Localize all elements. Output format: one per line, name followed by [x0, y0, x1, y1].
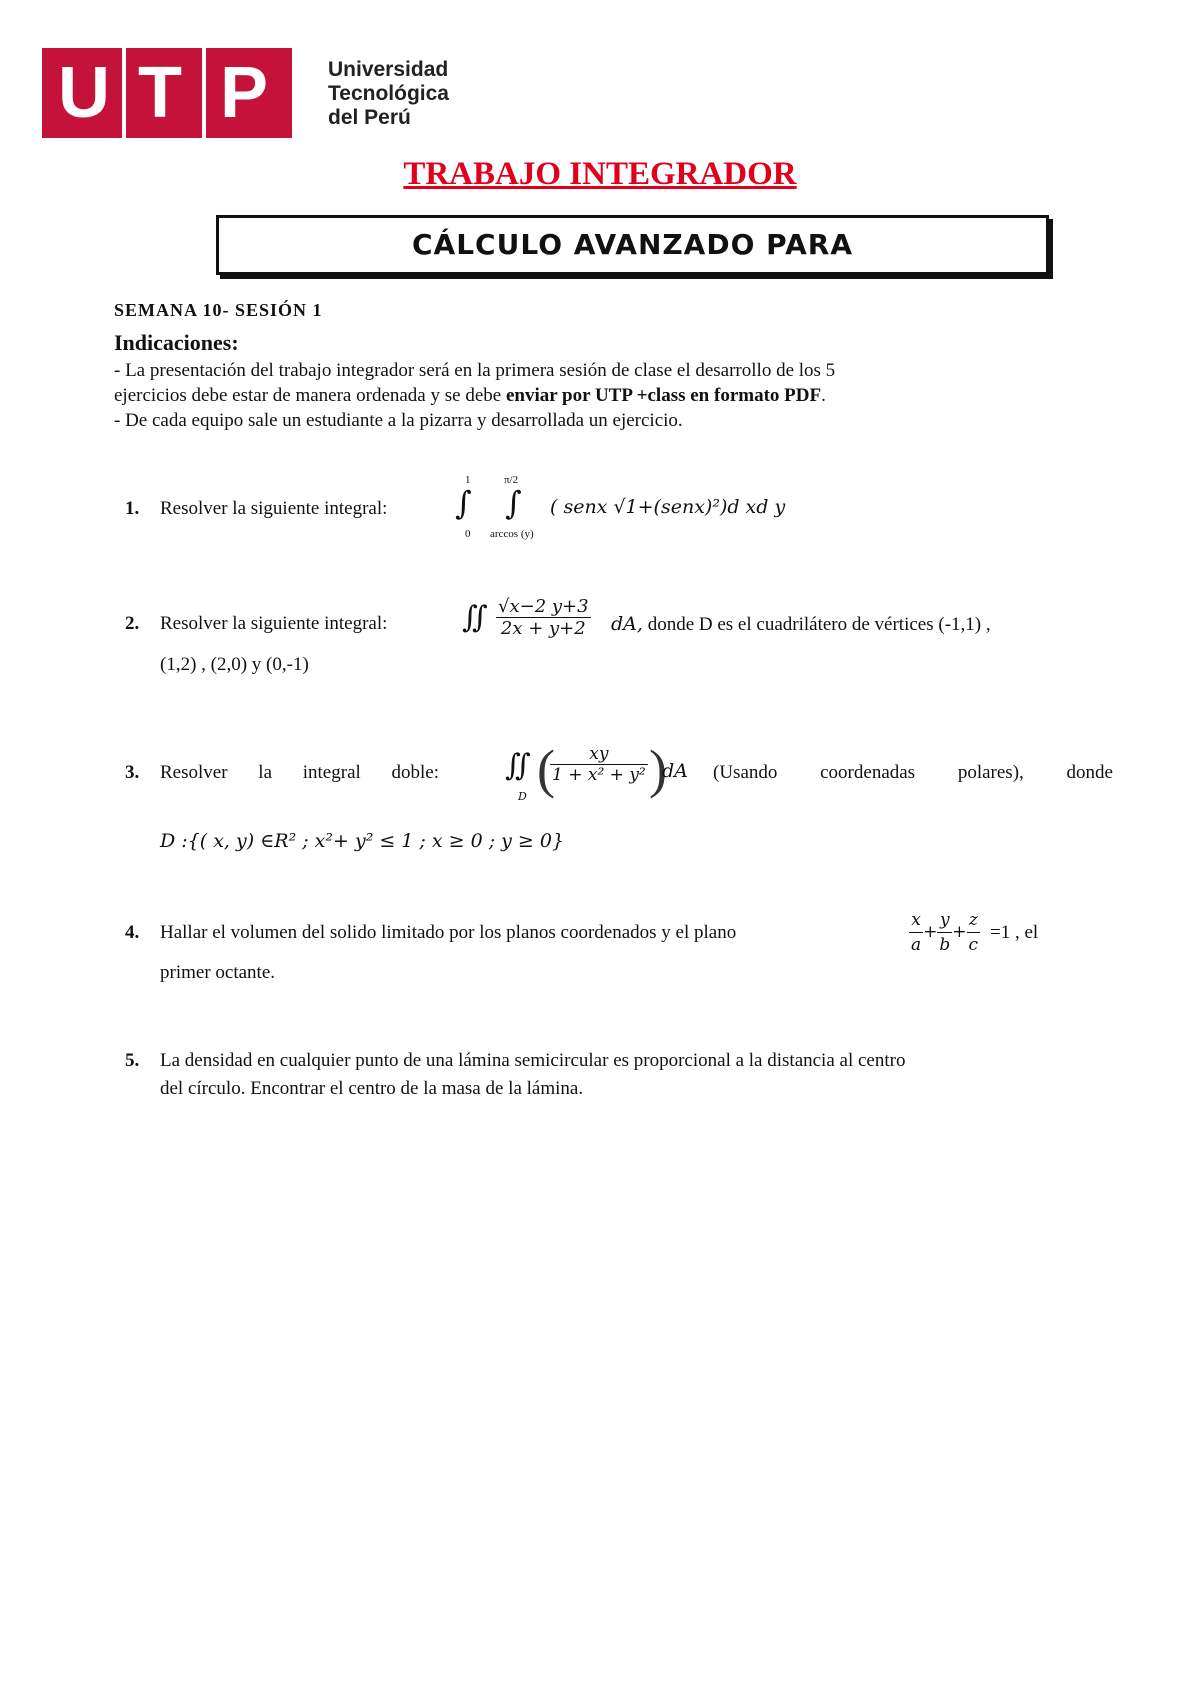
integral-limit: 1: [465, 474, 471, 486]
indications-emphasis: enviar por UTP +class en formato PDF: [505, 385, 822, 406]
exercise-text: Hallar el volumen del solido limitado por los planos coordenados y el plano: [160, 922, 737, 943]
exercise-text: Resolver la siguiente integral:: [160, 498, 388, 519]
paren-left: (: [537, 739, 555, 799]
integral-sign: ∫: [505, 484, 522, 522]
integral-limit: π/2: [504, 474, 519, 486]
exercise-text: (Usando coordenadas polares), donde: [713, 762, 1113, 783]
region-definition: D :{( x, y) ∈R² ; x²+ y² ≤ 1 ; x ≥ 0 ; y ≥ 0}: [160, 830, 565, 852]
exercise-number: 5.: [125, 1050, 140, 1071]
university-name-line: Universidad: [328, 58, 449, 81]
integral-sign: ∫: [455, 484, 472, 522]
paren-right: ): [649, 739, 667, 799]
exercise-text: Resolver la siguiente integral:: [160, 613, 388, 634]
session-label: SEMANA 10- SESIÓN 1: [114, 300, 323, 320]
fraction-numerator: xy: [550, 744, 648, 765]
exercise-text: primer octante.: [160, 962, 276, 983]
indications-text: .: [821, 385, 826, 406]
exercise-number: 1.: [125, 498, 140, 519]
exercise-number: 3.: [125, 762, 140, 783]
exercise-text: =1 , el: [990, 922, 1039, 943]
double-integral-sign: ∬: [505, 748, 531, 783]
fraction-denominator: 2x + y+2: [500, 618, 586, 639]
document-title: TRABAJO INTEGRADOR: [403, 156, 797, 192]
integrand: ( senx √1+(senx)²)d xd y: [550, 496, 786, 518]
exercise-text: [611, 613, 991, 636]
logo-divider: [202, 48, 206, 138]
exercise-text: Resolver la integral doble:: [160, 762, 440, 783]
exercise-text: donde D es el cuadrilátero de vértices (-1,1) ,: [642, 614, 991, 635]
fraction-numerator: √x−2 y+3: [498, 596, 589, 617]
logo-letter-p: P: [220, 53, 269, 133]
indications-heading: Indicaciones:: [114, 330, 239, 355]
integral-limit: arccos (y): [490, 528, 534, 540]
university-name-line: Tecnológica: [328, 82, 449, 105]
logo-letter-t: T: [138, 53, 182, 133]
course-box: [216, 215, 1049, 275]
indications-line: - De cada equipo sale un estudiante a la pizarra y desarrollada un ejercicio.: [114, 410, 683, 431]
integral-limit: 0: [465, 528, 471, 540]
fraction: [550, 744, 648, 785]
indications-line: - La presentación del trabajo integrador será en la primera sesión de clase el desarrollo de los 5: [114, 360, 836, 381]
logo-letter-u: U: [58, 53, 110, 133]
plane-equation: $\frac{x}{a}$ + $\frac{y}{b}$ + $\frac{z}{c}$: [911, 910, 979, 955]
logo-divider: [122, 48, 126, 138]
fraction: [496, 596, 591, 639]
fraction-denominator: 1 + x² + y²: [552, 765, 646, 785]
indications-line: [114, 385, 826, 407]
region-label: D: [518, 790, 527, 803]
exercise-number: 2.: [125, 613, 140, 634]
exercise-text: del círculo. Encontrar el centro de la masa de la lámina.: [160, 1078, 584, 1099]
utp-logo: [42, 48, 292, 138]
exercise-text: (1,2) , (2,0) y (0,-1): [160, 654, 309, 675]
differential: dA,: [611, 613, 643, 635]
double-integral-sign: ∬: [462, 600, 488, 635]
course-name: CÁLCULO AVANZADO PARA: [412, 228, 853, 261]
university-name-line: del Perú: [328, 106, 411, 129]
exercise-text: La densidad en cualquier punto de una lámina semicircular es proporcional a la distancia al centro: [160, 1050, 906, 1071]
indications-text: ejercicios debe estar de manera ordenada y se debe: [114, 385, 506, 406]
exercise-number: 4.: [125, 922, 140, 943]
differential: dA: [662, 760, 688, 782]
